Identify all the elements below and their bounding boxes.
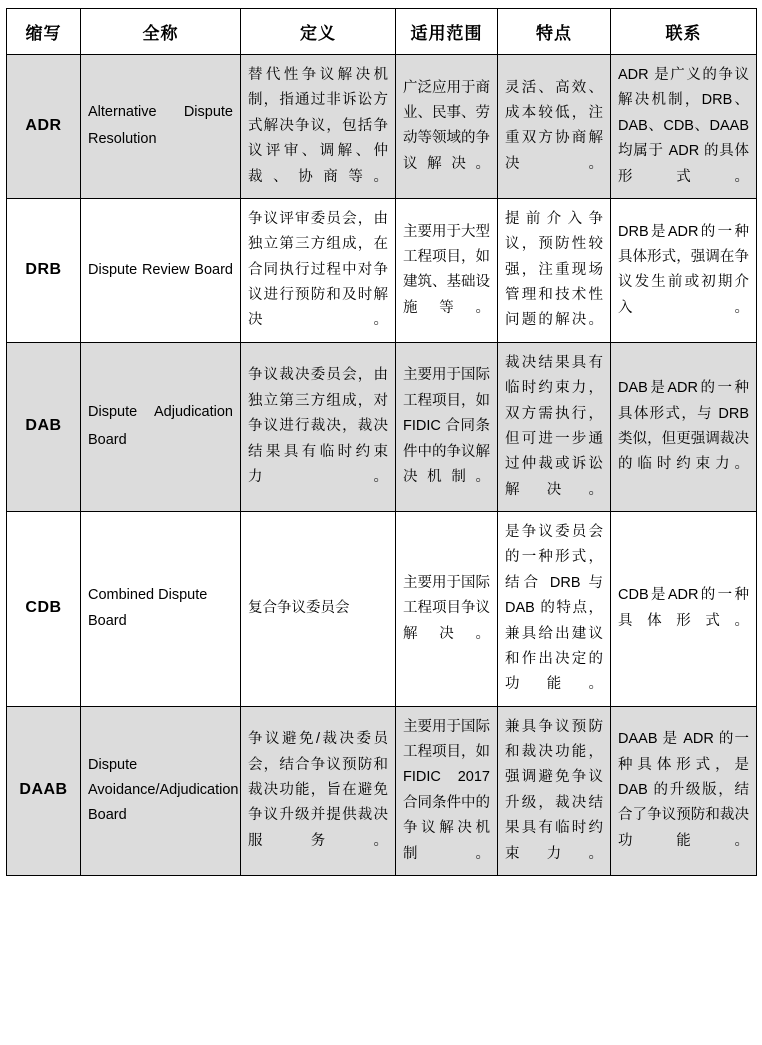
column-header-scope: 适用范围 bbox=[396, 9, 498, 55]
cell-relation: DRB是ADR的一种具体形式，强调在争议发生前或初期介入。 bbox=[611, 198, 757, 342]
column-header-definition: 定义 bbox=[241, 9, 396, 55]
cell-definition: 复合争议委员会 bbox=[241, 512, 396, 707]
cell-feature: 兼具争议预防和裁决功能，强调避免争议升级，裁决结果具有临时约束力。 bbox=[498, 706, 611, 875]
cell-fullname: Dispute Avoidance/Adjudication Board bbox=[81, 706, 241, 875]
cell-relation: ADR 是广义的争议解决机制，DRB、DAB、CDB、DAAB 均属于 ADR 的具体形式。 bbox=[611, 55, 757, 199]
table-row bbox=[7, 55, 757, 199]
column-header-feature: 特点 bbox=[498, 9, 611, 55]
cell-abbr: DRB bbox=[7, 198, 81, 342]
cell-definition: 争议避免/裁决委员会，结合争议预防和裁决功能，旨在避免争议升级并提供裁决服务。 bbox=[241, 706, 396, 875]
cell-relation: CDB是ADR的一种具体形式。 bbox=[611, 512, 757, 707]
table-row bbox=[7, 512, 757, 707]
cell-fullname: Alternative Dispute Resolution bbox=[81, 55, 241, 199]
cell-definition: 争议评审委员会，由独立第三方组成，在合同执行过程中对争议进行预防和及时解决。 bbox=[241, 198, 396, 342]
table-row bbox=[7, 342, 757, 511]
cell-feature: 灵活、高效、成本较低，注重双方协商解决。 bbox=[498, 55, 611, 199]
table-row bbox=[7, 198, 757, 342]
column-header-fullname: 全称 bbox=[81, 9, 241, 55]
table-row bbox=[7, 706, 757, 875]
cell-definition: 替代性争议解决机制，指通过非诉讼方式解决争议，包括争议评审、调解、仲裁、协商等。 bbox=[241, 55, 396, 199]
cell-fullname: Combined Dispute Board bbox=[81, 512, 241, 707]
adr-comparison-table bbox=[6, 8, 757, 876]
cell-fullname: Dispute Adjudication Board bbox=[81, 342, 241, 511]
cell-scope: 主要用于大型工程项目，如建筑、基础设施等。 bbox=[396, 198, 498, 342]
cell-relation: DAB是ADR的一种具体形式，与 DRB 类似，但更强调裁决的临时约束力。 bbox=[611, 342, 757, 511]
cell-definition: 争议裁决委员会，由独立第三方组成，对争议进行裁决，裁决结果具有临时约束力。 bbox=[241, 342, 396, 511]
column-header-relation: 联系 bbox=[611, 9, 757, 55]
cell-scope: 主要用于国际工程项目，如 FIDIC 2017 合同条件中的争议解决机制。 bbox=[396, 706, 498, 875]
cell-fullname: Dispute Review Board bbox=[81, 198, 241, 342]
cell-abbr: CDB bbox=[7, 512, 81, 707]
cell-scope: 广泛应用于商业、民事、劳动等领域的争议解决。 bbox=[396, 55, 498, 199]
column-header-abbr: 缩写 bbox=[7, 9, 81, 55]
cell-abbr: DAAB bbox=[7, 706, 81, 875]
cell-scope: 主要用于国际工程项目，如 FIDIC 合同条件中的争议解决机制。 bbox=[396, 342, 498, 511]
cell-abbr: ADR bbox=[7, 55, 81, 199]
cell-scope: 主要用于国际工程项目争议解决。 bbox=[396, 512, 498, 707]
table-body bbox=[7, 55, 757, 876]
cell-abbr: DAB bbox=[7, 342, 81, 511]
table-header bbox=[7, 9, 757, 55]
cell-feature: 提前介入争议，预防性较强，注重现场管理和技术性问题的解决。 bbox=[498, 198, 611, 342]
cell-feature: 是争议委员会的一种形式，结合 DRB 与 DAB 的特点，兼具给出建议和作出决定的功能。 bbox=[498, 512, 611, 707]
cell-relation: DAAB 是 ADR 的一种具体形式，是 DAB 的升级版，结合了争议预防和裁决功能。 bbox=[611, 706, 757, 875]
table-header-row bbox=[7, 9, 757, 55]
cell-feature: 裁决结果具有临时约束力，双方需执行，但可进一步通过仲裁或诉讼解决。 bbox=[498, 342, 611, 511]
